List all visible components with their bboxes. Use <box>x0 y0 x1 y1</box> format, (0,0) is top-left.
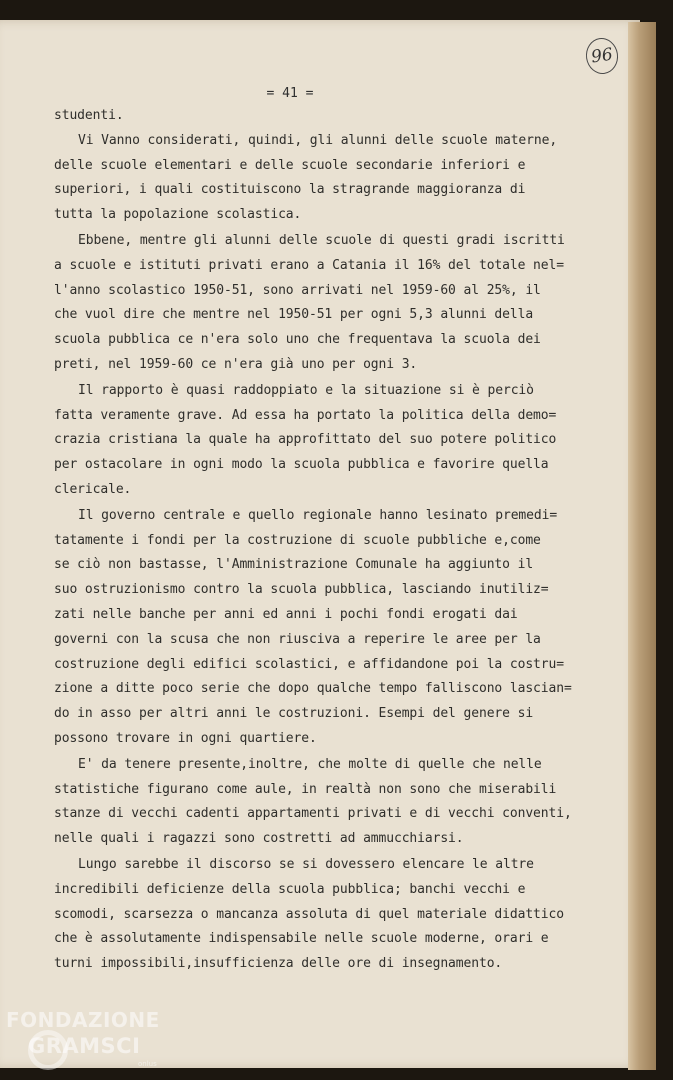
text-line: delle scuole elementari e delle scuole secondarie inferiori e <box>54 157 526 173</box>
watermark-line1: FONDAZIONE <box>6 1008 160 1032</box>
handwritten-page-number: 96 <box>584 36 621 76</box>
text-line: per ostacolare in ogni modo la scuola pubblica e favorire quella <box>54 457 549 473</box>
text-line: scomodi, scarsezza o mancanza assoluta di quel materiale didattico <box>54 906 564 922</box>
typewritten-body <box>54 104 624 977</box>
text-line: costruzione degli edifici scolastici, e affidandone poi la costru= <box>54 656 564 672</box>
text-line: scuola pubblica ce n'era solo uno che frequentava la scuola dei <box>54 332 541 348</box>
text-line: do in asso per altri anni le costruzioni. Esempi del genere si <box>54 706 534 722</box>
text-line: Ebbene, mentre gli alunni delle scuole di questi gradi iscritti <box>78 232 565 248</box>
text-line: possono trovare in ogni quartiere. <box>54 730 317 746</box>
text-line: che vuol dire che mentre nel 1950-51 per ogni 5,3 alunni della <box>54 307 534 323</box>
text-line: zati nelle banche per anni ed anni i pochi fondi erogati dai <box>54 606 518 622</box>
watermark-line2: GRAMSCI <box>28 1034 141 1058</box>
text-line: stanze di vecchi cadenti appartamenti privati e di vecchi conventi, <box>54 806 572 822</box>
text-line: Il rapporto è quasi raddoppiato e la situazione si è perciò <box>78 382 534 398</box>
text-line: suo ostruzionismo contro la scuola pubblica, lasciando inutiliz= <box>54 582 549 598</box>
text-line: zione a ditte poco serie che dopo qualche tempo falliscono lascian= <box>54 681 572 697</box>
text-line: fatta veramente grave. Ad essa ha portato la politica della demo= <box>54 407 557 423</box>
text-line: tutta la popolazione scolastica. <box>54 207 302 223</box>
text-line: E' da tenere presente,inoltre, che molte di quelle che nelle <box>78 756 542 772</box>
watermark-sub: onlus <box>138 1060 157 1068</box>
text-line: Lungo sarebbe il discorso se si dovessero elencare le altre <box>78 856 534 872</box>
text-line: incredibili deficienze della scuola pubblica; banchi vecchi e <box>54 881 526 897</box>
text-line: turni impossibili,insufficienza delle ore di insegnamento. <box>54 956 503 972</box>
text-line: preti, nel 1959-60 ce n'era già uno per ogni 3. <box>54 356 418 372</box>
text-line: tatamente i fondi per la costruzione di scuole pubbliche e,come <box>54 532 541 548</box>
page-header: = 41 = <box>266 86 314 101</box>
text-line: a scuole e istituti privati erano a Catania il 16% del totale nel= <box>54 257 564 273</box>
text-line: governi con la scusa che non riusciva a reperire le aree per la <box>54 631 541 647</box>
text-line: Il governo centrale e quello regionale hanno lesinato premedi= <box>78 507 558 523</box>
text-line: l'anno scolastico 1950-51, sono arrivati nel 1959-60 al 25%, il <box>54 282 541 298</box>
text-line: crazia cristiana la quale ha approfittato del suo potere politico <box>54 432 557 448</box>
text-line: studenti. <box>54 108 124 123</box>
text-line: Vi Vanno considerati, quindi, gli alunni delle scuole materne, <box>78 132 558 148</box>
text-line: statistiche figurano come aule, in realtà non sono che miserabili <box>54 781 557 797</box>
fondazione-gramsci-watermark <box>6 1008 186 1074</box>
text-line: clericale. <box>54 481 132 497</box>
text-line: superiori, i quali costituiscono la stragrande maggioranza di <box>54 182 526 198</box>
text-line: se ciò non bastasse, l'Amministrazione Comunale ha aggiunto il <box>54 557 534 573</box>
text-line: nelle quali i ragazzi sono costretti ad ammucchiarsi. <box>54 831 464 847</box>
text-line: che è assolutamente indispensabile nelle scuole moderne, orari e <box>54 931 549 947</box>
page-edge-stack <box>628 22 656 1070</box>
